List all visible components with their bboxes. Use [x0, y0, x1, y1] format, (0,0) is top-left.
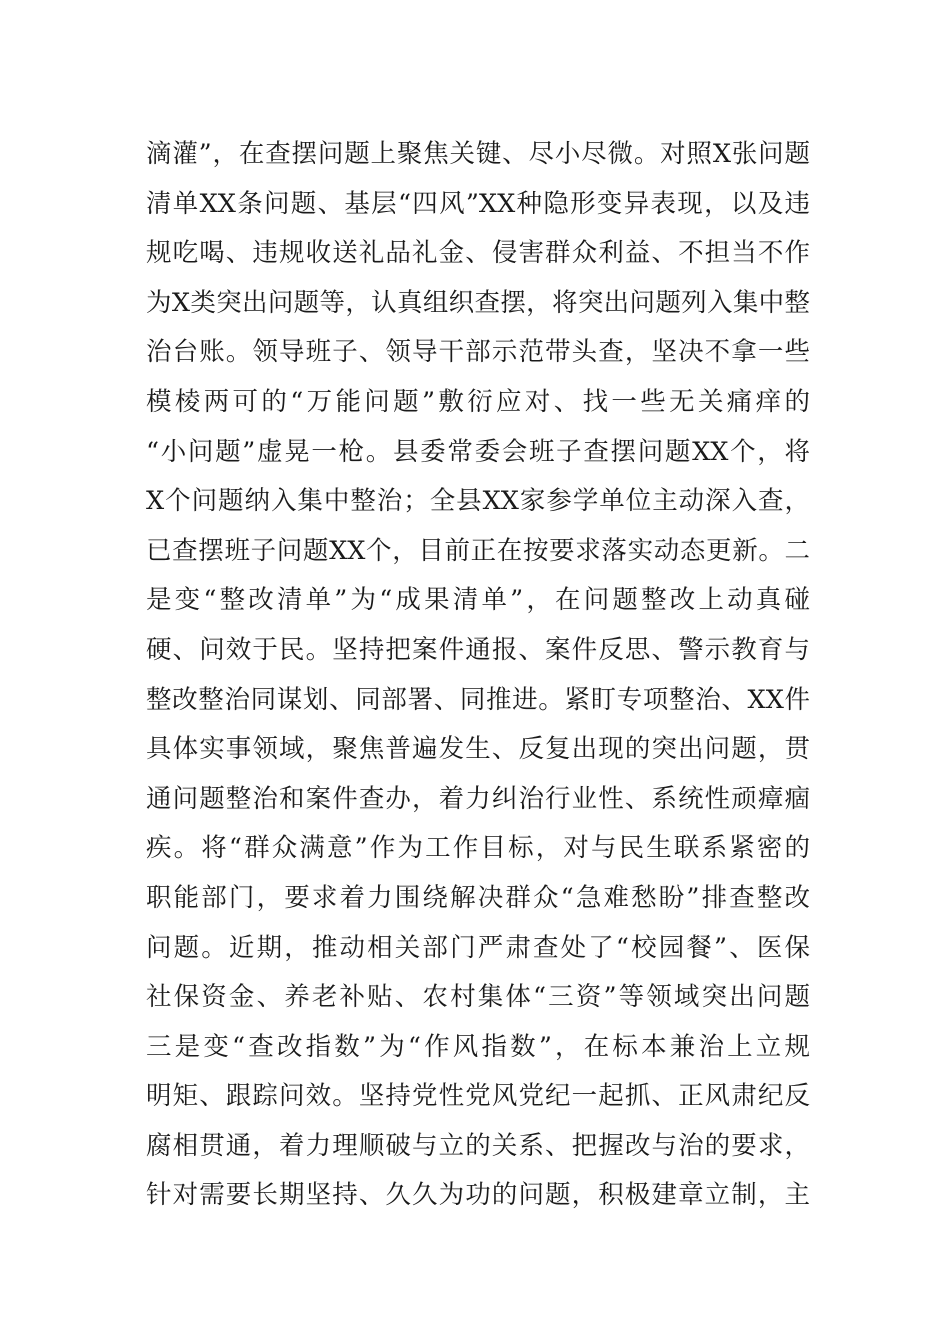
text-line: 滴灌”，在查摆问题上聚焦关键、尽小尽微。对照X张问题	[146, 139, 810, 169]
text-line: 治台账。领导班子、领导干部示范带头查，坚决不拿一些	[146, 337, 810, 368]
text-line: 清单XX条问题、基层“四风”XX种隐形变异表现，以及违	[146, 188, 810, 219]
text-line: 社保资金、养老补贴、农村集体“三资”等领域突出问题	[146, 982, 810, 1013]
text-line: 规吃喝、违规收送礼品礼金、侵害群众利益、不担当不作	[146, 238, 810, 269]
text-line: 针对需要长期坚持、久久为功的问题，积极建章立制，主	[146, 1180, 810, 1211]
text-line: 已查摆班子问题XX个，目前正在按要求落实动态更新。二	[146, 535, 810, 566]
text-line: 三是变“查改指数”为“作风指数”，在标本兼治上立规	[146, 1031, 810, 1062]
text-line: 硬、问效于民。坚持把案件通报、案件反思、警示教育与	[146, 634, 810, 665]
text-line: 腐相贯通，着力理顺破与立的关系、把握改与治的要求，	[146, 1130, 810, 1161]
text-line: 整改整治同谋划、同部署、同推进。紧盯专项整治、XX件	[146, 684, 810, 715]
text-line: 职能部门，要求着力围绕解决群众“急难愁盼”排查整改	[146, 882, 810, 913]
text-line: 通问题整治和案件查办，着力纠治行业性、系统性顽瘴痼	[146, 783, 810, 814]
text-line: 疾。将“群众满意”作为工作目标，对与民生联系紧密的	[146, 833, 810, 864]
text-line: 问题。近期，推动相关部门严肃查处了“校园餐”、医保	[146, 932, 810, 963]
text-line: 明矩、跟踪问效。坚持党性党风党纪一起抓、正风肃纪反	[146, 1081, 810, 1112]
text-line: “小问题”虚晃一枪。县委常委会班子查摆问题XX个，将	[146, 436, 810, 467]
text-line: X个问题纳入集中整治；全县XX家参学单位主动深入查，	[146, 486, 810, 517]
text-line: 为X类突出问题等，认真组织查摆，将突出问题列入集中整	[146, 287, 810, 318]
text-line: 是变“整改清单”为“成果清单”，在问题整改上动真碰	[146, 585, 810, 616]
text-line: 模棱两可的“万能问题”敷衍应对、找一些无关痛痒的	[146, 386, 810, 417]
text-line: 具体实事领域，聚焦普遍发生、反复出现的突出问题，贯	[146, 734, 810, 765]
body-text	[146, 130, 810, 1221]
